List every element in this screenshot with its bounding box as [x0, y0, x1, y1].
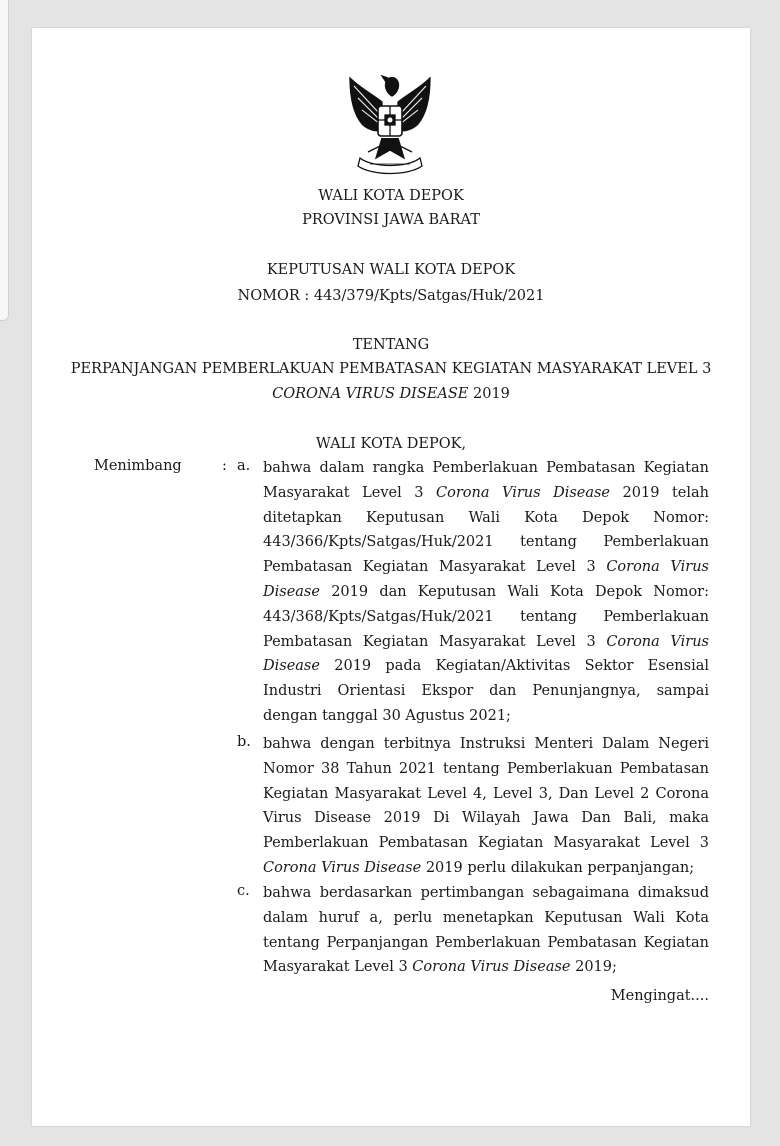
- subject-year: 2019: [468, 386, 510, 402]
- italic-term: Corona Virus Disease: [263, 633, 709, 675]
- decree-title: KEPUTUSAN WALI KOTA DEPOK: [266, 262, 516, 278]
- item-a-marker: a.: [237, 458, 251, 474]
- text-segment: 2019 perlu dilakukan perpanjangan;: [421, 859, 695, 876]
- italic-term: Corona Virus Disease: [263, 559, 709, 600]
- subject-italic: CORONA VIRUS DISEASE: [272, 386, 469, 402]
- text-segment: 2019;: [570, 959, 617, 976]
- subject-label: TENTANG: [352, 337, 430, 353]
- adjacent-window-edge: [0, 0, 9, 321]
- considering-colon: :: [222, 458, 227, 474]
- item-b-paragraph: [263, 732, 709, 881]
- header-line-2: PROVINSI JAWA BARAT: [302, 212, 480, 228]
- text-segment: 2019 telah ditetapkan Keputusan Wali Kota Depok Nomor: 443/366/Kpts/Satgas/Huk/2021 tentang Pemberlakuan Pembatasan Kegiatan Masyarakat Level 3: [263, 484, 709, 576]
- item-b-marker: b.: [237, 734, 251, 750]
- garuda-emblem-icon: [342, 72, 438, 180]
- text-segment: bahwa dengan terbitnya Instruksi Menteri Dalam Negeri Nomor 38 Tahun 2021 tentang Pemberlakuan Pembatasan Kegiatan Masyarakat Level 4, Level 3, Dan Level 2 Corona Virus Disease 2019 Di Wilayah Jawa Dan Bali, maka Pemberlakuan Pembatasan Kegiatan Masyarakat Level 3: [263, 736, 709, 852]
- italic-term: Corona Virus Disease: [263, 859, 422, 876]
- italic-term: Corona Virus Disease: [436, 484, 611, 501]
- italic-term: Corona Virus Disease: [412, 959, 571, 976]
- header-line-1: WALI KOTA DEPOK: [318, 188, 464, 204]
- item-a-paragraph: [263, 456, 709, 729]
- issuer-heading: WALI KOTA DEPOK,: [315, 436, 467, 452]
- considering-label: Menimbang: [94, 458, 182, 474]
- subject-line-1: PERPANJANGAN PEMBERLAKUAN PEMBATASAN KEGIATAN MASYARAKAT LEVEL 3: [70, 361, 712, 377]
- subject-line-2: [32, 384, 750, 404]
- text-segment: bahwa berdasarkan pertimbangan sebagaimana dimaksud dalam huruf a, perlu menetapkan Keputusan Wali Kota tentang Perpanjangan Pemberlakuan Pembatasan Kegiatan Masyarakat Level 3: [263, 885, 709, 976]
- text-segment: 2019 pada Kegiatan/Aktivitas Sektor Esensial Industri Orientasi Ekspor dan Penunjangnya, sampai dengan tanggal 30 Agustus 2021;: [263, 658, 709, 724]
- decree-number: NOMOR : 443/379/Kpts/Satgas/Huk/2021: [237, 288, 545, 304]
- item-c-marker: c.: [237, 883, 250, 899]
- continuation-text: Mengingat....: [610, 988, 709, 1004]
- text-segment: bahwa dalam rangka Pemberlakuan Pembatasan Kegiatan Masyarakat Level 3: [263, 460, 709, 501]
- item-c-paragraph: [263, 881, 709, 980]
- document-page: [32, 28, 750, 1126]
- text-segment: 2019 dan Keputusan Wali Kota Depok Nomor: 443/368/Kpts/Satgas/Huk/2021 tentang Pemberlakuan Pembatasan Kegiatan Masyarakat Level 3: [263, 583, 709, 650]
